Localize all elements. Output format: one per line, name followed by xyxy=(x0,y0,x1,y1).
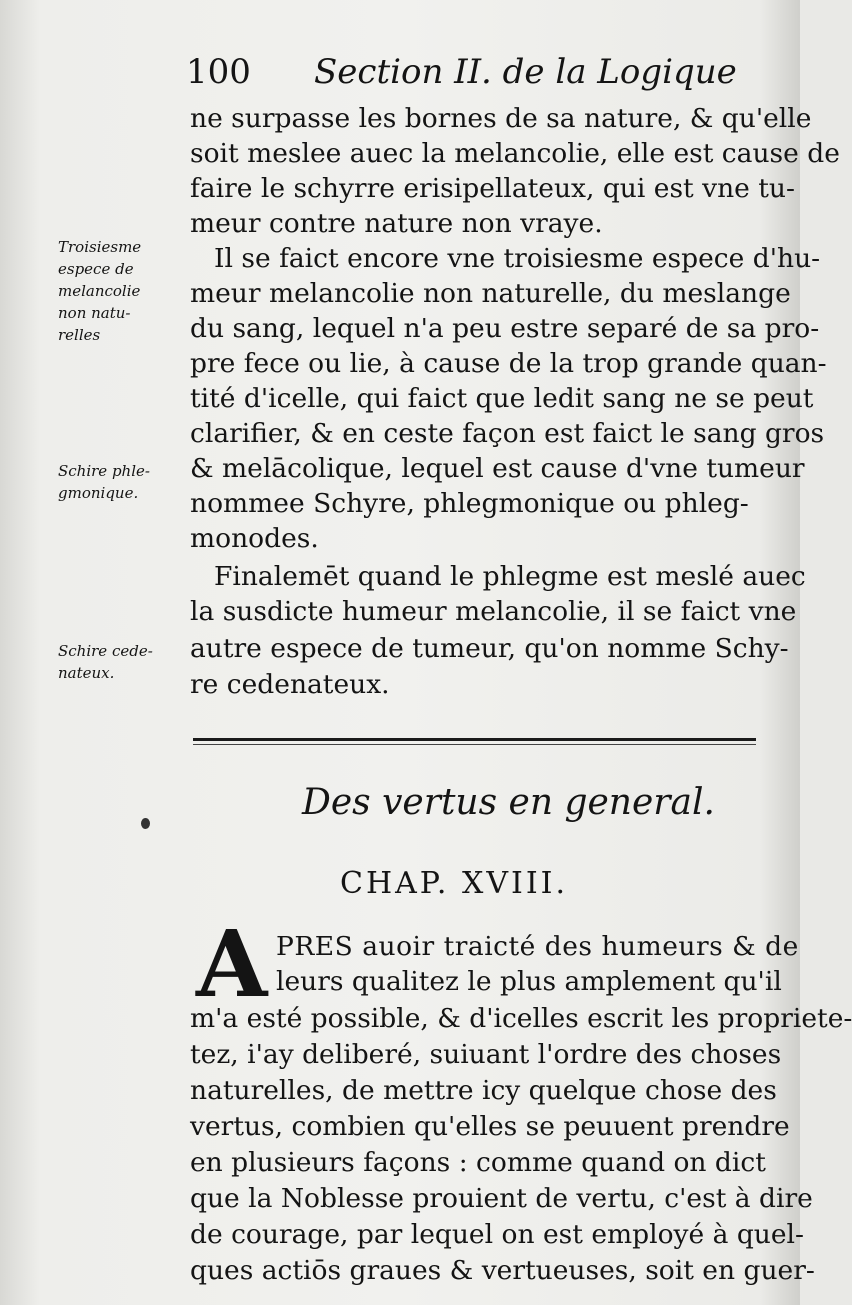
body-line: faire le schyrre erisipellateux, qui est vne tu- xyxy=(190,173,795,204)
body-line: autre espece de tumeur, qu'on nomme Schy- xyxy=(190,633,789,664)
margin-note-line: Schire phle- xyxy=(58,462,150,480)
body-line: en plusieurs façons : comme quand on dict xyxy=(190,1147,766,1178)
body-line: m'a esté possible, & d'icelles escrit les propriete- xyxy=(190,1003,852,1034)
margin-note-line: Schire cede- xyxy=(58,642,153,660)
body-line: tez, i'ay deliberé, suiuant l'ordre des choses xyxy=(190,1039,782,1070)
body-line: Il se faict encore vne troisiesme espece d'hu- xyxy=(214,243,821,274)
margin-note-line: gmonique. xyxy=(58,484,139,502)
section-title: Des vertus en general. xyxy=(302,782,715,823)
body-line: la susdicte humeur melancolie, il se faict vne xyxy=(190,596,797,627)
body-line: leurs qualitez le plus amplement qu'il xyxy=(276,966,782,997)
body-line: de courage, par lequel on est employé à quel- xyxy=(190,1219,804,1250)
body-line: ques actiōs graues & vertueuses, soit en guer- xyxy=(190,1255,815,1286)
body-line: PRES auoir traicté des humeurs & de xyxy=(276,931,799,962)
body-line: pre fece ou lie, à cause de la trop grande quan- xyxy=(190,348,827,379)
page-number: 100 xyxy=(186,52,251,92)
body-line: du sang, lequel n'a peu estre separé de sa pro- xyxy=(190,313,820,344)
drop-cap: A xyxy=(196,910,268,1018)
margin-note-line: melancolie xyxy=(58,282,141,300)
ink-spot xyxy=(141,818,150,829)
body-line: monodes. xyxy=(190,523,319,554)
body-line: nommee Schyre, phlegmonique ou phleg- xyxy=(190,488,749,519)
body-line: que la Noblesse prouient de vertu, c'est à dire xyxy=(190,1183,813,1214)
body-line: naturelles, de mettre icy quelque chose des xyxy=(190,1075,777,1106)
section-divider-rule xyxy=(193,738,756,741)
page-header xyxy=(186,44,737,100)
body-line: meur melancolie non naturelle, du meslange xyxy=(190,278,791,309)
running-title: Section II. de la Logique xyxy=(314,52,737,92)
chapter-heading: CHAP. XVIII. xyxy=(340,866,569,901)
body-line: re cedenateux. xyxy=(190,669,390,700)
margin-note-line: non natu- xyxy=(58,304,131,322)
body-line: ne surpasse les bornes de sa nature, & qu'elle xyxy=(190,103,812,134)
margin-note-schire-phlegmonique xyxy=(58,460,178,504)
body-line: vertus, combien qu'elles se peuuent prendre xyxy=(190,1111,790,1142)
margin-note-line: Troisiesme xyxy=(58,238,142,256)
margin-note-line: relles xyxy=(58,326,101,344)
margin-note-line: nateux. xyxy=(58,664,115,682)
margin-note-line: espece de xyxy=(58,260,134,278)
body-line: tité d'icelle, qui faict que ledit sang ne se peut xyxy=(190,383,814,414)
body-line: clarifier, & en ceste façon est faict le sang gros xyxy=(190,418,825,449)
body-line: Finalemēt quand le phlegme est meslé auec xyxy=(214,561,806,592)
body-line: & melācolique, lequel est cause d'vne tumeur xyxy=(190,453,805,484)
body-line: meur contre nature non vraye. xyxy=(190,208,603,239)
margin-note-schire-cedenateux xyxy=(58,640,178,684)
margin-note-troisiesme xyxy=(58,236,178,346)
body-line: soit meslee auec la melancolie, elle est cause de xyxy=(190,138,840,169)
